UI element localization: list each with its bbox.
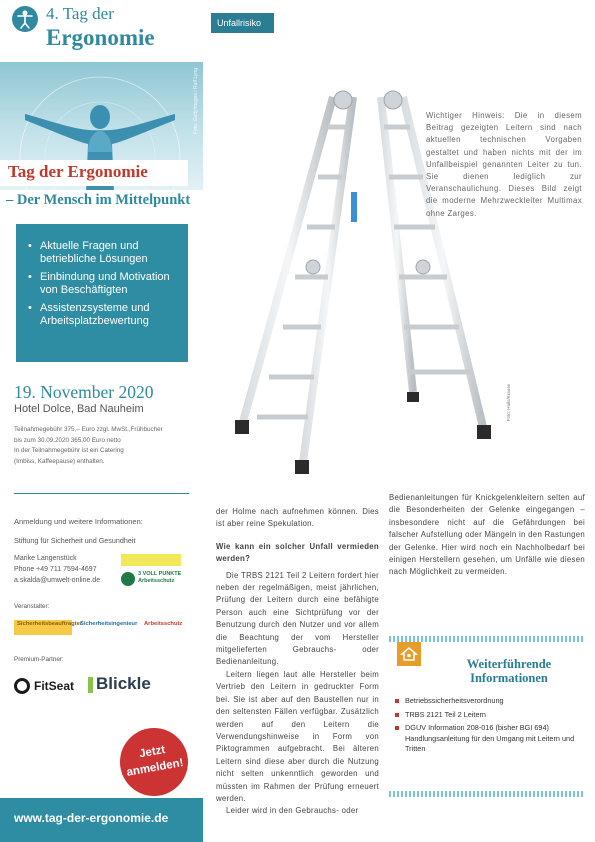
paragraph: Die TRBS 2121 Teil 2 Leitern fordert hier neben der regelmäßigen, meist jährlichen, Prüfung der Leitern durch eine befähigte Person auch eine Sichtprüfung vor der Benutzung durch den Nutzer und vor allem die Beachtung der vom Hersteller mitgelieferten Gebrauchs- oder Bedienanleitung.: [216, 570, 379, 667]
bullet-icon: •: [28, 271, 32, 283]
blickle-mark-icon: [88, 677, 93, 693]
paragraph: der Holme nach aufnehmen können. Dies ist aber reine Spekulation.: [216, 507, 379, 529]
organizer-name: Stiftung für Sicherheit und Gesundheit: [14, 536, 136, 545]
ad-topics-list: [28, 240, 184, 333]
ad-title-small: 4. Tag der: [46, 4, 114, 23]
divider: [389, 791, 585, 797]
article-column-2: [389, 492, 585, 579]
house-icon: [397, 642, 421, 666]
ad-subtitle: – Der Mensch im Mittelpunkt: [6, 192, 191, 208]
list-item: • Einbindung und Motivation von Beschäftigten: [28, 271, 170, 296]
contact-info: [14, 553, 124, 586]
paragraph: Leider wird in den Gebrauchs- oder: [226, 806, 359, 816]
sponsor-logo: Arbeitsschutz: [144, 621, 183, 627]
organizers-label: Veranstalter:: [14, 603, 50, 610]
divider: [14, 493, 189, 494]
registration-label: Anmeldung und weitere Informationen:: [14, 517, 143, 526]
fitseat-ring-icon: [14, 678, 30, 694]
further-info-box: [389, 636, 585, 798]
event-advertisement: [0, 0, 203, 842]
subheading: Wie kann ein solcher Unfall vermieden werden?: [216, 541, 379, 564]
list-item: • Assistenzsysteme und Arbeitsplatzbewertung: [28, 302, 150, 327]
hero-photo-credit: Foto: GettyImages / Ralf Lyng: [193, 68, 199, 135]
event-date: 19. November 2020: [14, 382, 154, 402]
contact-email[interactable]: a.skalda@umwelt-online.de: [14, 577, 101, 584]
blickle-logo: Blickle: [88, 674, 152, 696]
bullet-icon: [395, 713, 399, 717]
list-item: DGUV Information 208-016 (bisher BGI 694) Handlungsanleitung für den Umgang mit Leitern und Tritten: [395, 723, 581, 755]
paragraph: Leitern liegen laut alle Hersteller beim Vertrieb den Leitern in gedruckter Form bei. Sie ist aber auf den Baustellen nur in den seltensten Fällen verfügbar. Zusätzlich werden auf den Leitern die Verwendungshinweise in Form von Piktogrammen aufgebracht. Bei älteren Leitern sind diese aber durch die Nutzung nicht selten unkenntlich geworden und müssten im Rahmen der Prüfung erneuert werden.: [216, 669, 379, 803]
info-list: [395, 696, 581, 758]
sponsor-logo: Sicherheitsbeauftragter: [14, 620, 72, 635]
bullet-icon: [395, 726, 399, 730]
event-fee: Teilnahmegebühr 375,– Euro zzgl. MwSt.,Frühbucher bis zum 30.09.2020 365,00 Euro netto In der Teilnahmegebühr ist ein Catering (Imbiss, Kaffeepause) enthalten.: [14, 426, 163, 465]
fitseat-logo: FitSeat: [14, 677, 76, 695]
sponsor-logo: Sicherheitsingenieur: [80, 621, 138, 627]
ad-topics-panel: [16, 224, 188, 362]
ad-tag-box: [0, 160, 188, 186]
info-box-title: Weiterführende Informationen: [466, 657, 552, 685]
photo-caption: Wichtiger Hinweis: Die in diesem Beitrag gezeigten Leitern sind nach aktuellen technischen Vorgaben gestaltet und haben nichts mit der im Unfallbeispiel genannten Leiter zu tun. Sie dienen lediglich zur Veranschaulichung. Dieses Bild zeigt die moderne Mehrzweckleiter Multimax ohne Zarges.: [426, 111, 582, 218]
article-column-1: [216, 506, 379, 818]
bullet-icon: •: [28, 240, 32, 252]
paragraph: Bedienanleitungen für Knickgelenkleitern selten auf die Besonderheiten der Gelenke eingegangen – insbesondere nicht auf die Gefährdungen bei falscher Aufstellung oder Mängeln in den Rastungen der Gelenke. Hier wird noch ein Nachholbedarf bei einigen Herstellern gesehen, um Unfälle wie diesen nach Möglichkeit zu vermeiden.: [389, 493, 585, 577]
register-now-button[interactable]: Jetzt anmelden!: [115, 723, 194, 802]
photo-credit: Foto: Hailo/Krause: [506, 384, 511, 422]
ad-subtitle-box: [0, 190, 203, 212]
ad-header: [0, 0, 203, 62]
event-venue: Hotel Dolce, Bad Nauheim: [14, 403, 144, 415]
partners-label: Premium-Partner:: [14, 656, 64, 663]
ad-tag-title: Tag der Ergonomie: [8, 162, 148, 181]
bullet-icon: [395, 699, 399, 703]
ad-title: Ergonomie: [46, 25, 155, 50]
contact-name: Marike Langenstück: [14, 555, 77, 562]
event-website-link[interactable]: www.tag-der-ergonomie.de: [14, 811, 169, 825]
ergonomics-figure-icon: [12, 6, 38, 32]
points-badge: 3 VOLL PUNKTE Arbeitsschutz: [121, 568, 191, 590]
list-item: TRBS 2121 Teil 2 Leitern: [395, 710, 581, 721]
list-item: • Aktuelle Fragen und betriebliche Lösungen: [28, 240, 148, 265]
bullet-icon: •: [28, 302, 32, 314]
partner-logo: [121, 554, 181, 566]
section-tag: Unfallrisiko: [211, 13, 274, 33]
contact-phone: Phone +49 711 7594-4697: [14, 566, 97, 573]
ad-footer: [0, 798, 203, 842]
list-item: Betriebssicherheitsverordnung: [395, 696, 581, 707]
points-icon: [121, 572, 135, 586]
